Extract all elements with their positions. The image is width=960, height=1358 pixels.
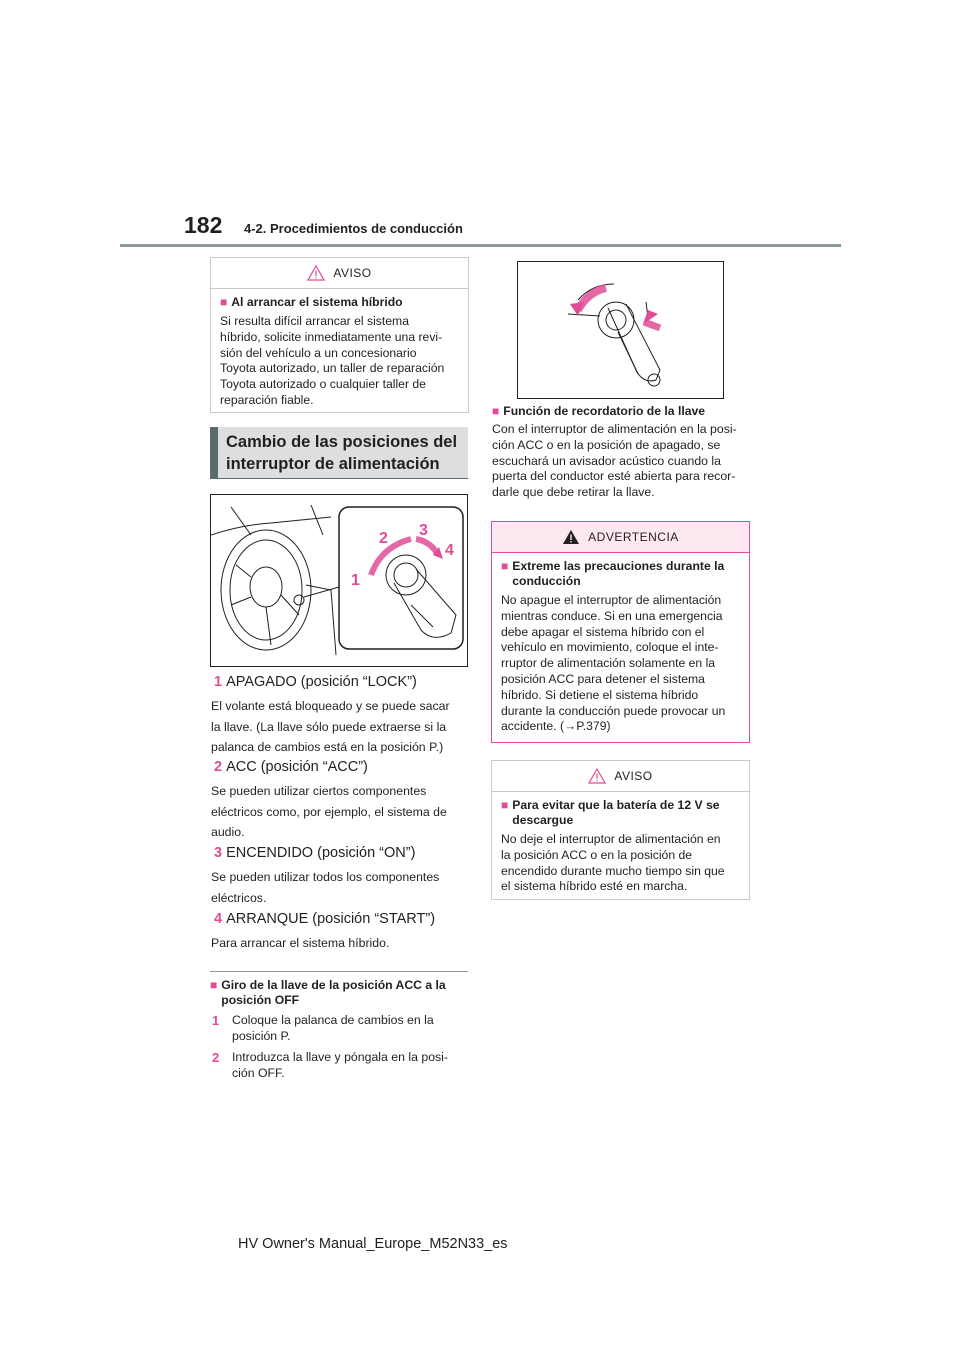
key-illustration [518,262,723,398]
notice-label: AVISO [333,266,372,280]
notice-subheading: ■ Al arrancar el sistema híbrido [220,295,403,309]
warning-text: No apague el interruptor de alimentación mientras conduce. Si en una emergencia debe apagar el sistema híbrido con el vehículo en movimiento, coloque el inte- rruptor de alimentación solamente en la posición ACC para detener el sistema híbrido. Si detiene el sistema híbrido durante la conducción puede provocar un accidente. (→P.379) [501,593,726,734]
figure-label-1: 1 [351,572,360,589]
step-2: 2 Introduzca la llave y póngala en la posi- ción OFF. [212,1050,449,1080]
caution-triangle-icon [307,265,325,281]
position-desc-1: El volante está bloqueado y se puede sacar la llave. (La llave sólo puede extraerse si la palanca de cambios está en la posición P.) [211,699,450,754]
position-desc-2: Se pueden utilizar ciertos componentes eléctricos como, por ejemplo, el sistema de audio. [211,784,447,839]
notice-label: AVISO [614,769,653,783]
page-number: 182 [184,212,223,238]
square-bullet-icon: ■ [501,798,509,812]
figure-key-turn [517,261,724,399]
position-desc-4: Para arrancar el sistema híbrido. [211,936,390,950]
figure-label-4: 4 [445,542,454,559]
key-reminder-subheading: ■ Función de recordatorio de la llave [492,404,706,418]
key-reminder-text: Con el interruptor de alimentación en la posi- ción ACC o en la posición de apagado, se escuchará un avisador acústico cuando la puerta del conductor esté abierta para recor- darle que debe retirar la llave. [492,422,737,500]
footer-manual-id: HV Owner's Manual_Europe_M52N33_es [238,1236,508,1252]
notice-header [492,761,749,792]
subsection-divider [210,971,468,972]
figure-label-3: 3 [419,522,428,539]
section-title: Cambio de las posiciones del interruptor de alimentación [210,427,468,479]
step-1: 1 Coloque la palanca de cambios en la posición P. [212,1013,434,1043]
notice-text: Si resulta difícil arrancar el sistema híbrido, solicite inmediatamente una revi- sión del vehículo a un concesionario Toyota autorizado, un taller de reparación Toyota autorizado o cualquier taller de reparación fiable. [220,314,445,407]
warning-box [491,521,750,743]
key-turn-subheading: ■ Giro de la llave de la posición ACC a la posición OFF [210,978,446,1007]
warning-label: ADVERTENCIA [588,530,679,544]
steering-wheel-illustration [211,495,467,666]
figure-label-2: 2 [379,530,388,547]
notice-text: No deje el interruptor de alimentación en la posición ACC o en la posición de encendido durante mucho tiempo sin que el sistema híbrido esté en marcha. [501,832,725,894]
square-bullet-icon: ■ [501,559,509,573]
square-bullet-icon: ■ [220,295,228,309]
figure-ignition-positions [210,494,468,667]
position-item-4: 4 ARRANQUE (posición “START”) [214,911,436,927]
square-bullet-icon: ■ [210,978,218,992]
square-bullet-icon: ■ [492,404,500,418]
caution-triangle-icon [588,768,606,784]
notice-header [211,258,468,289]
notice-box-bottom [491,760,750,900]
notice-box-top [210,257,469,413]
warning-subheading: ■ Extreme las precauciones durante la conducción [501,559,725,588]
warning-triangle-icon [562,529,580,545]
position-item-3: 3 ENCENDIDO (posición “ON”) [214,845,416,861]
position-item-2: 2 ACC (posición “ACC”) [214,759,368,775]
section-header: 4-2. Procedimientos de conducción [244,221,463,236]
warning-header [492,522,749,553]
position-item-1: 1 APAGADO (posición “LOCK”) [214,674,417,690]
notice-subheading: ■ Para evitar que la batería de 12 V se descargue [501,798,720,827]
header-rule [120,244,841,247]
position-desc-3: Se pueden utilizar todos los componentes eléctricos. [211,870,440,905]
